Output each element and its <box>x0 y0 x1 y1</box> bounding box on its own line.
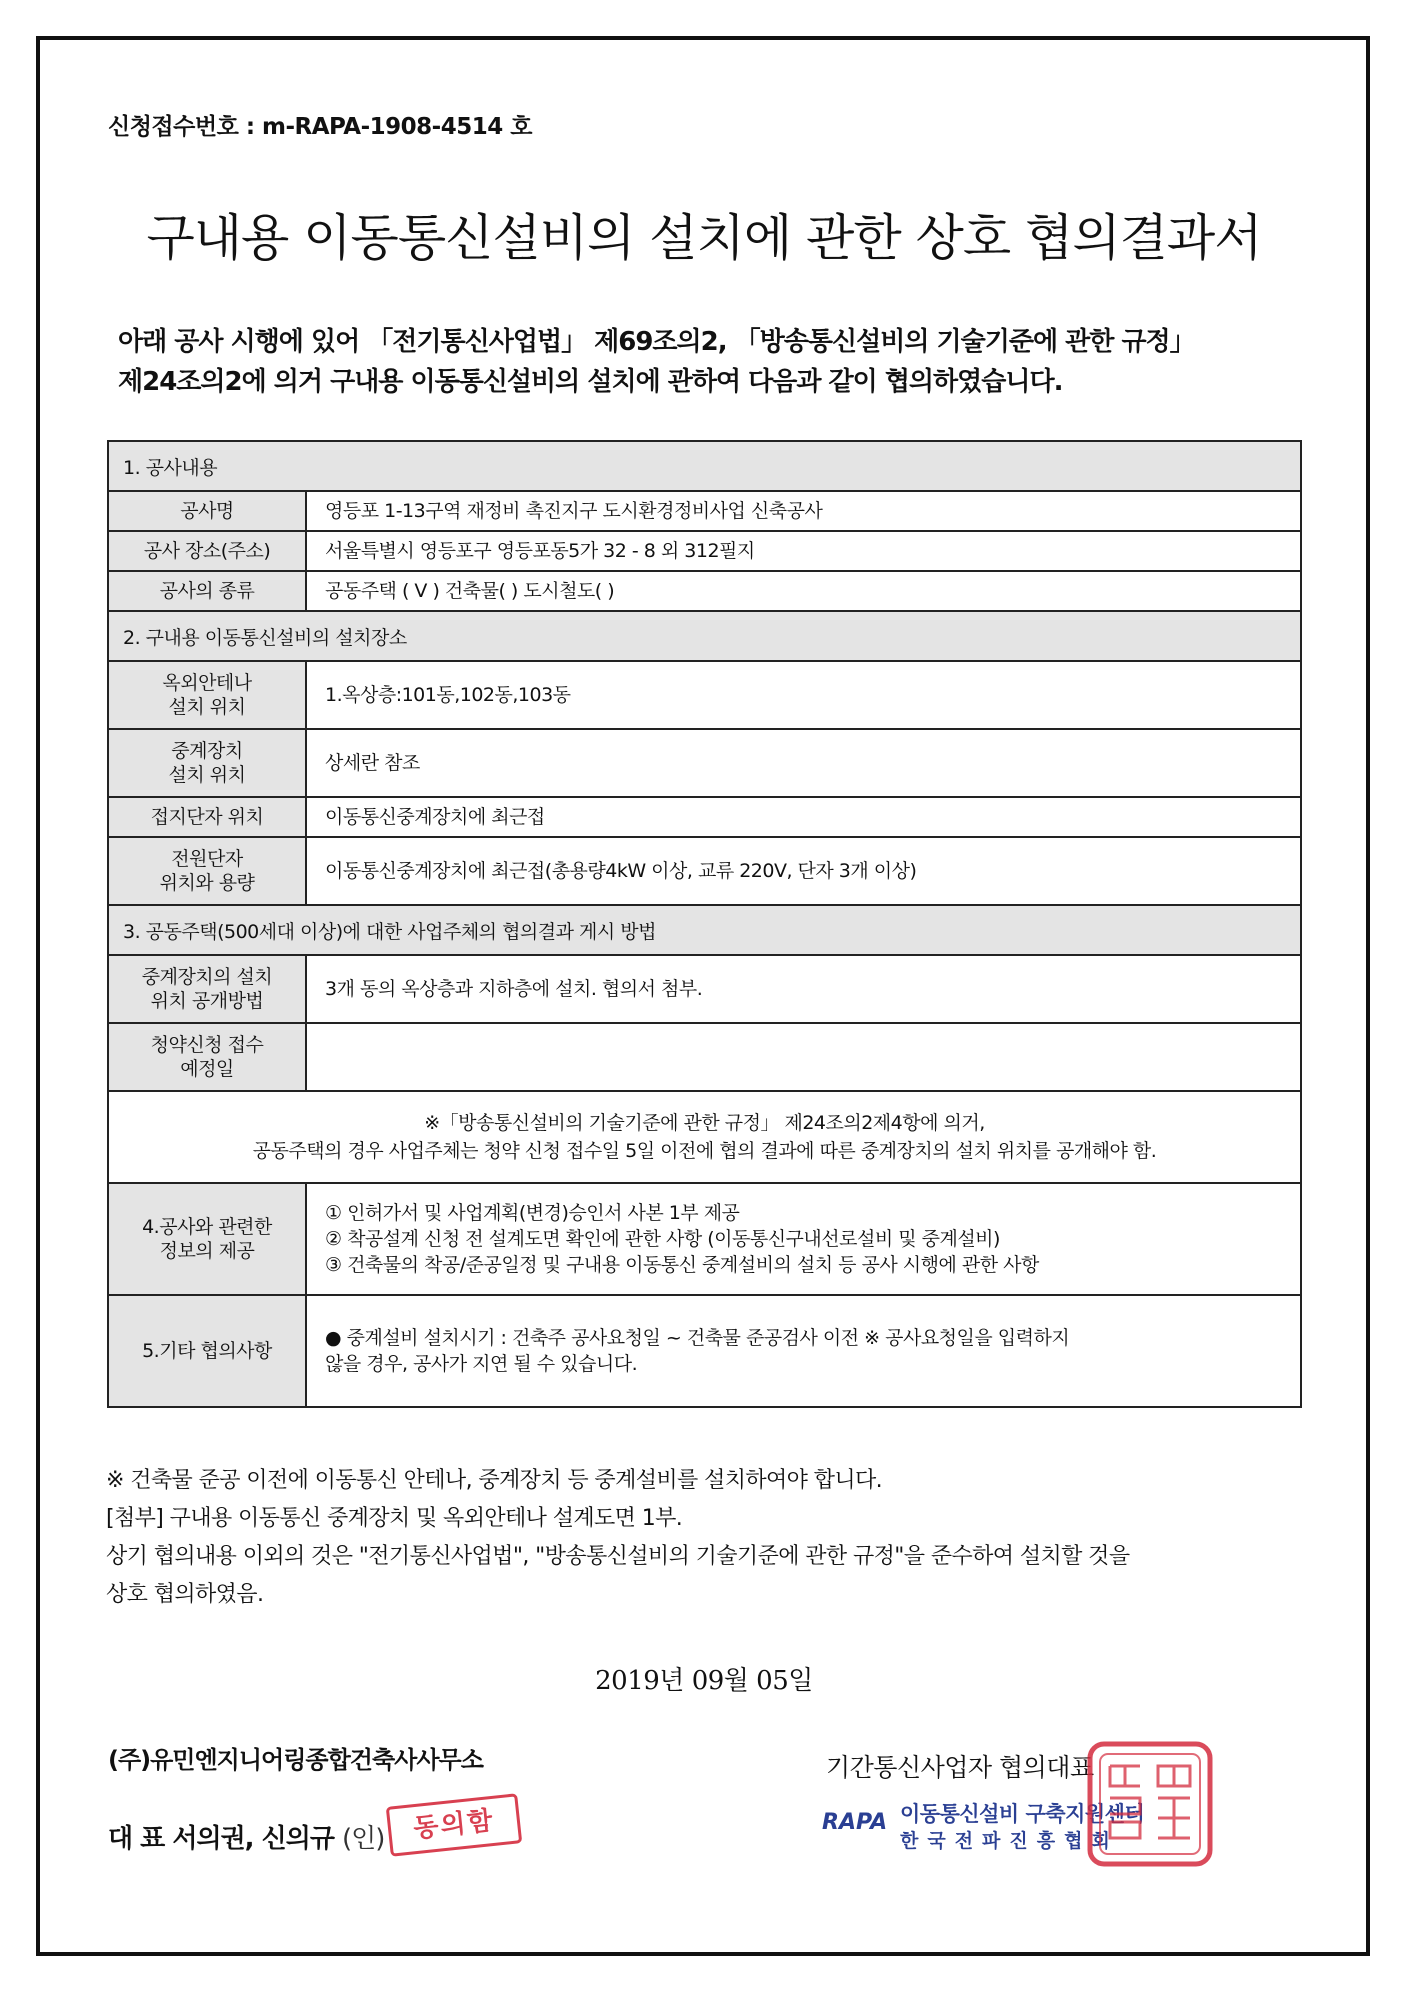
row-value: 이동통신중계장치에 최근접(총용량4kW 이상, 교류 220V, 단자 3개 이상) <box>306 837 1301 905</box>
table-row <box>108 661 1301 729</box>
intro-line: 제24조의2에 의거 구내용 이동통신설비의 설치에 관하여 다음과 같이 협의하였습니다. <box>118 367 1063 397</box>
table-row <box>108 797 1301 837</box>
row-value: 상세란 참조 <box>306 729 1301 797</box>
row-value: 서울특별시 영등포구 영등포동5가 32 - 8 외 312필지 <box>306 531 1301 571</box>
table-row <box>108 491 1301 531</box>
document-title: 구내용 이동통신설비의 설치에 관한 상호 협의결과서 <box>146 209 1262 267</box>
other-agreement: ● 중계설비 설치시기 : 건축주 공사요청일 ~ 건축물 준공검사 이전 ※ 공사요청일을 입력하지 않을 경우, 공사가 지연 될 수 있습니다. <box>306 1295 1301 1407</box>
table-row <box>108 955 1301 1023</box>
receipt-number: 신청접수번호 : m-RAPA-1908-4514 호 <box>108 114 532 140</box>
rapa-center-name: 이동통신설비 구축지원센터 <box>900 1802 1145 1826</box>
rapa-logo: RAPA <box>822 1810 888 1835</box>
footer-line: [첨부] 구내용 이동통신 중계장치 및 옥외안테나 설계도면 1부. <box>106 1506 683 1531</box>
table-row <box>108 837 1301 905</box>
row-label: 중계장치의 설치 위치 공개방법 <box>108 955 306 1023</box>
row-label: 공사명 <box>108 491 306 531</box>
row-label: 중계장치 설치 위치 <box>108 729 306 797</box>
footer-notes <box>106 1462 1306 1614</box>
representative: 대 표 서의권, 신의규 (인) <box>108 1824 385 1854</box>
document-date: 2019년 09월 05일 <box>595 1666 813 1696</box>
row-value: 1.옥상층:101동,102동,103동 <box>306 661 1301 729</box>
carrier-label: 기간통신사업자 협의대표 <box>826 1753 1094 1782</box>
row-value: 공동주택 ( V ) 건축물( ) 도시철도( ) <box>306 571 1301 611</box>
regulation-note: ※「방송통신설비의 기술기준에 관한 규정」 제24조의2제4항에 의거, 공동주택의 경우 사업주체는 청약 신청 접수일 5일 이전에 협의 결과에 따른 중계장치의 설치 위치를 공개해야 함. <box>108 1091 1301 1183</box>
table-row <box>108 531 1301 571</box>
row-label: 전원단자 위치와 용량 <box>108 837 306 905</box>
table-row <box>108 571 1301 611</box>
row-value: 이동통신중계장치에 최근접 <box>306 797 1301 837</box>
table-row <box>108 1091 1301 1183</box>
row-label: 공사의 종류 <box>108 571 306 611</box>
agreement-table <box>107 440 1302 1408</box>
row-label: 접지단자 위치 <box>108 797 306 837</box>
footer-line: 상기 협의내용 이외의 것은 "전기통신사업법", "방송통신설비의 기술기준에 관한 규정"을 준수하여 설치할 것을 <box>106 1544 1130 1569</box>
section-3-header: 3. 공동주택(500세대 이상)에 대한 사업주체의 협의결과 게시 방법 <box>108 905 1301 955</box>
table-row <box>108 1023 1301 1091</box>
company-name: (주)유민엔지니어링종합건축사사무소 <box>108 1746 483 1774</box>
row-value: 영등포 1-13구역 재정비 촉진지구 도시환경정비사업 신축공사 <box>306 491 1301 531</box>
info-provision-list: ① 인허가서 및 사업계획(변경)승인서 사본 1부 제공 ② 착공설계 신청 전 설계도면 확인에 관한 사항 (이동통신구내선로설비 및 중계설비) ③ 건축물의 착공/준공일정 및 구내용 이동통신 중계설비의 설치 등 공사 시행에 관한 사항 <box>306 1183 1301 1295</box>
seal-mark: (인) <box>342 1824 385 1854</box>
intro-line: 아래 공사 시행에 있어 「전기통신사업법」 제69조의2, 「방송통신설비의 기술기준에 관한 규정」 <box>118 327 1195 357</box>
section-header-row <box>108 611 1301 661</box>
section-header-row <box>108 441 1301 491</box>
footer-line: 상호 협의하였음. <box>106 1582 264 1607</box>
row-label: 옥외안테나 설치 위치 <box>108 661 306 729</box>
row-label: 4.공사와 관련한 정보의 제공 <box>108 1183 306 1295</box>
table-row <box>108 1295 1301 1407</box>
agreement-seal: 동의함 <box>386 1793 523 1857</box>
row-value: 3개 동의 옥상층과 지하층에 설치. 협의서 첨부. <box>306 955 1301 1023</box>
table-row <box>108 729 1301 797</box>
footer-line: ※ 건축물 준공 이전에 이동통신 안테나, 중계장치 등 중계설비를 설치하여야 합니다. <box>106 1468 883 1493</box>
row-label: 공사 장소(주소) <box>108 531 306 571</box>
row-label: 5.기타 협의사항 <box>108 1295 306 1407</box>
row-label: 청약신청 접수 예정일 <box>108 1023 306 1091</box>
rapa-org-name: 한국전파진흥협회 <box>900 1830 1119 1852</box>
section-header-row <box>108 905 1301 955</box>
section-2-header: 2. 구내용 이동통신설비의 설치장소 <box>108 611 1301 661</box>
section-1-header: 1. 공사내용 <box>108 441 1301 491</box>
official-seal-icon <box>1086 1740 1214 1868</box>
intro-paragraph <box>118 322 1298 402</box>
row-value <box>306 1023 1301 1091</box>
table-row <box>108 1183 1301 1295</box>
